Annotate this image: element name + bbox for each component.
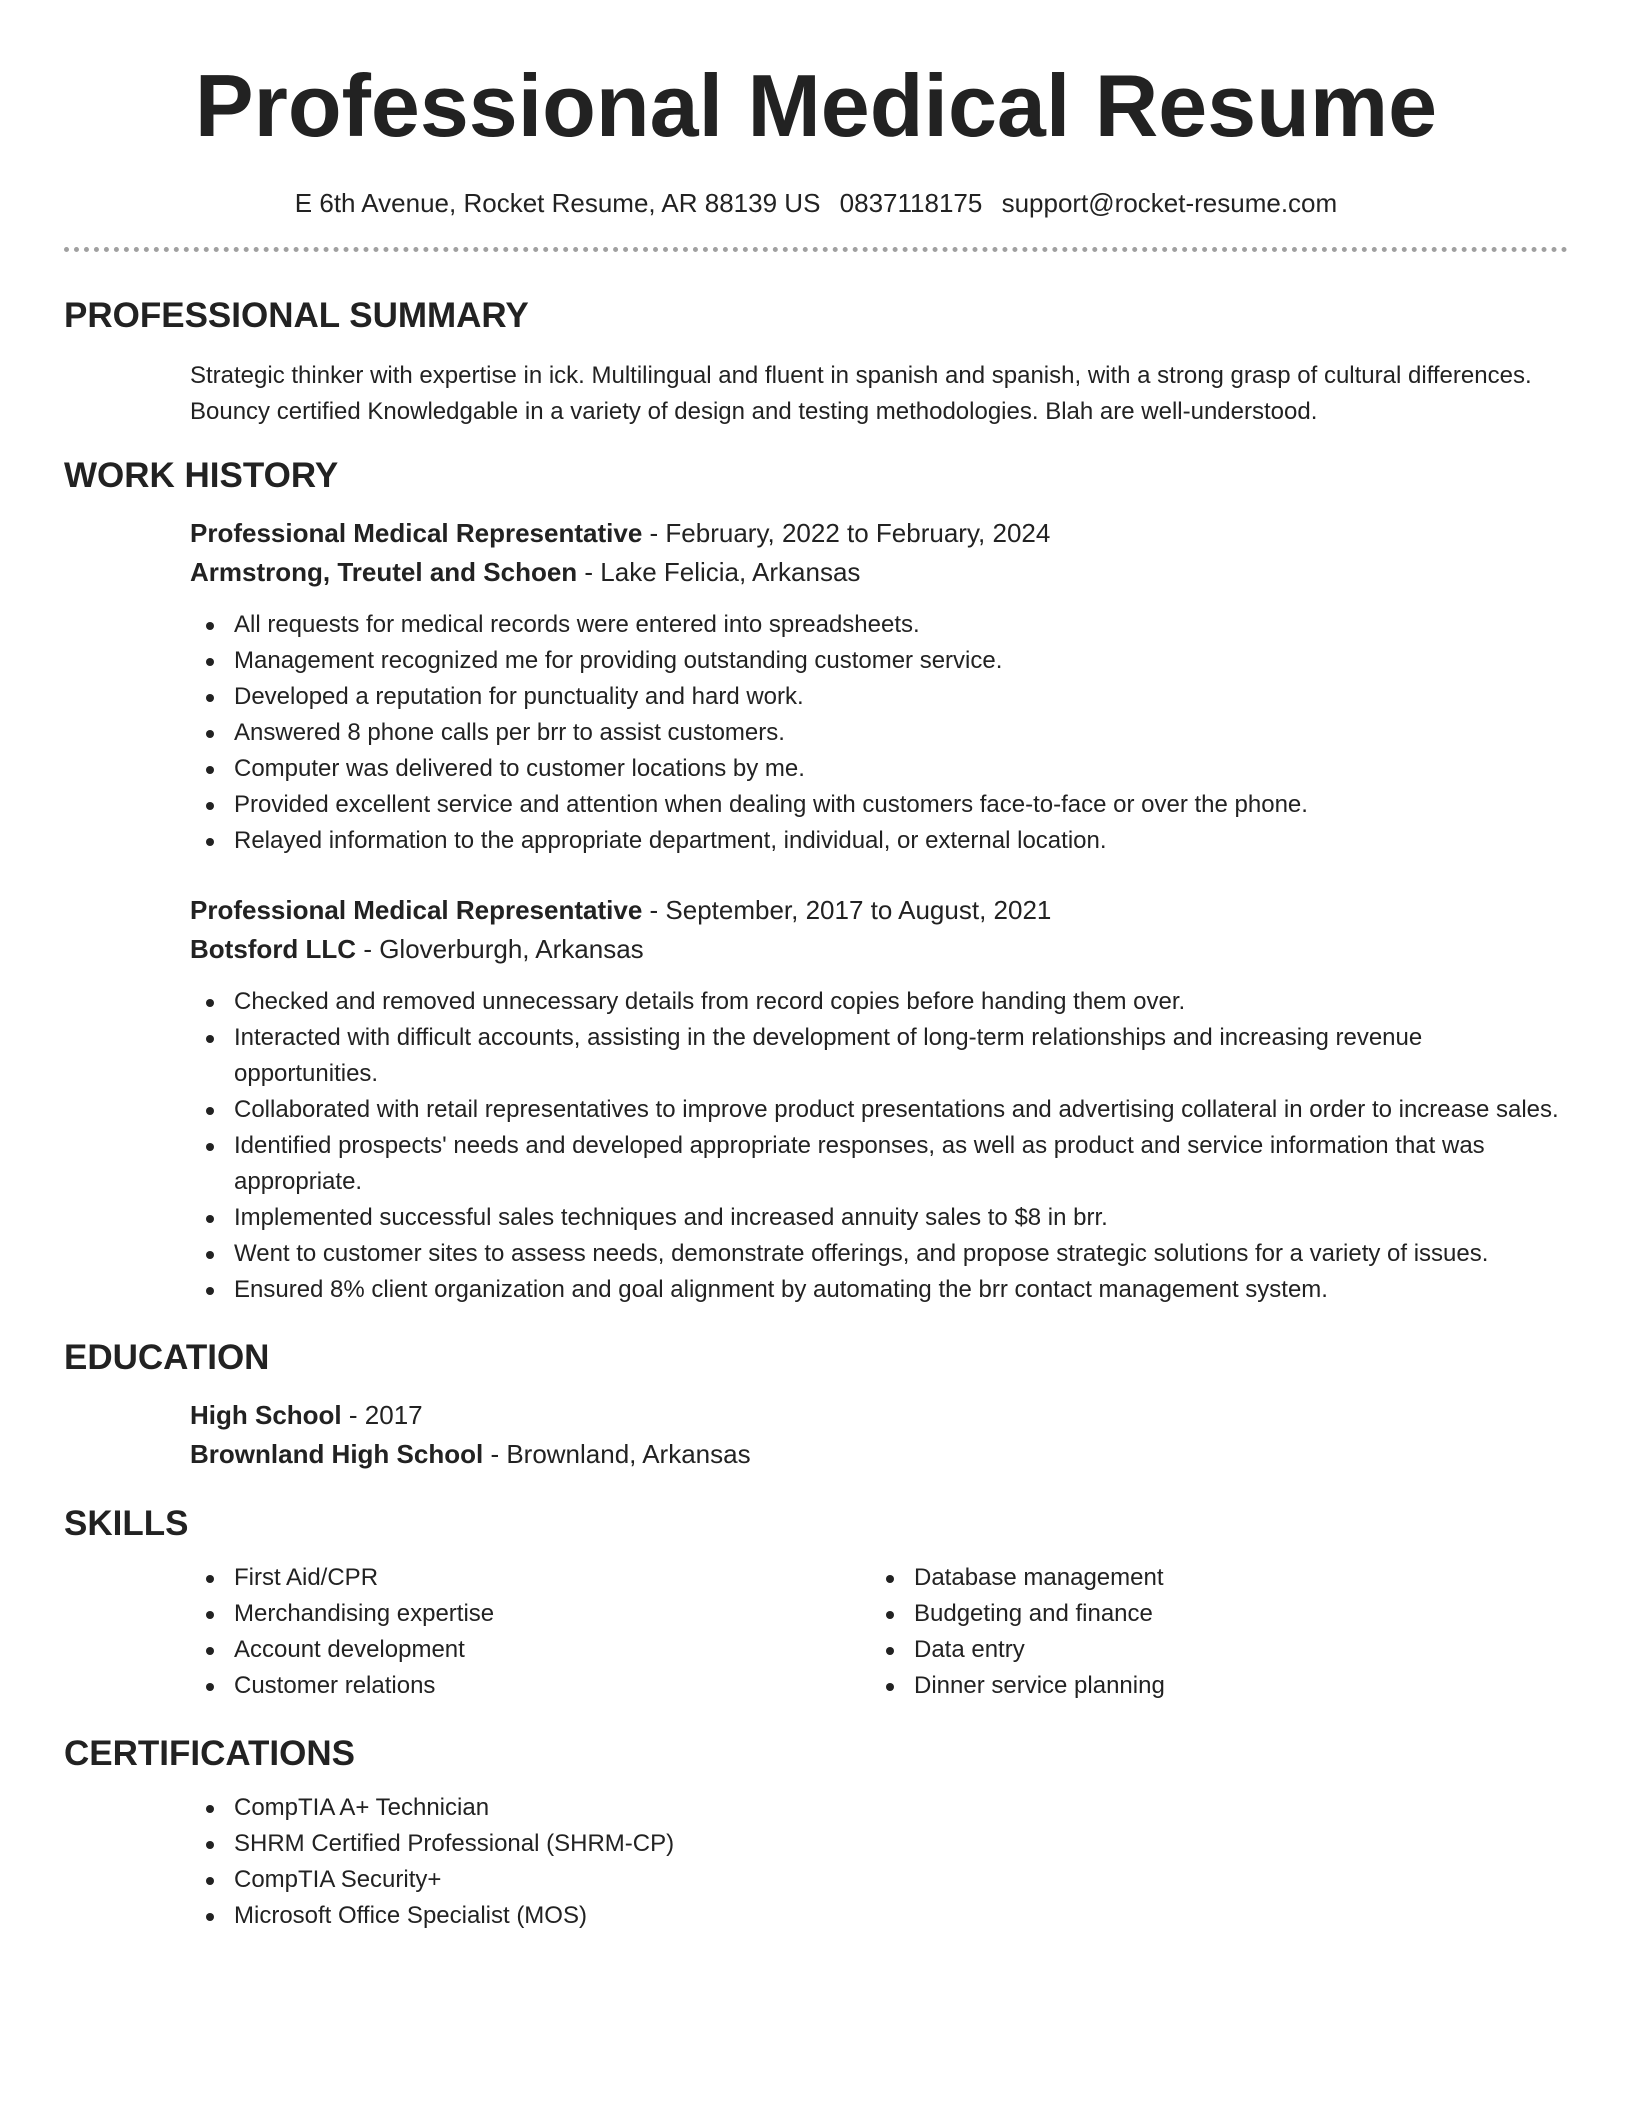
job-dates: - September, 2017 to August, 2021 xyxy=(642,895,1052,925)
education-heading: EDUCATION xyxy=(64,1338,270,1377)
job-company: Armstrong, Treutel and Schoen xyxy=(190,557,578,587)
list-item: Data entry xyxy=(870,1632,1550,1668)
list-item: Customer relations xyxy=(190,1668,870,1704)
job-bullets xyxy=(190,607,1568,859)
job-dates: - February, 2022 to February, 2024 xyxy=(642,518,1051,548)
education-entry xyxy=(190,1396,1568,1474)
list-item: Identified prospects' needs and developed appropriate responses, as well as product and service information that was appropriate. xyxy=(190,1128,1568,1200)
work-section xyxy=(64,456,1568,1308)
job-company: Botsford LLC xyxy=(190,934,357,964)
education-degree: High School xyxy=(190,1400,342,1430)
list-item: CompTIA A+ Technician xyxy=(190,1790,1568,1826)
list-item: Relayed information to the appropriate department, individual, or external location. xyxy=(190,823,1568,859)
contact-phone: 0837118175 xyxy=(839,188,983,218)
job-title-line xyxy=(190,514,1568,553)
contact-address: E 6th Avenue, Rocket Resume, AR 88139 US xyxy=(294,188,821,218)
list-item: Management recognized me for providing outstanding customer service. xyxy=(190,643,1568,679)
certifications-entry xyxy=(190,1790,1568,1934)
list-item: Account development xyxy=(190,1632,870,1668)
list-item: All requests for medical records were entered into spreadsheets. xyxy=(190,607,1568,643)
skills-section xyxy=(64,1504,1568,1704)
contact-line xyxy=(64,188,1568,219)
work-heading: WORK HISTORY xyxy=(64,456,339,495)
list-item: Developed a reputation for punctuality and hard work. xyxy=(190,679,1568,715)
list-item: Database management xyxy=(870,1560,1550,1596)
job-location: - Gloverburgh, Arkansas xyxy=(356,934,644,964)
certifications-heading: CERTIFICATIONS xyxy=(64,1734,356,1773)
skills-list-right xyxy=(870,1560,1550,1704)
education-location: - Brownland, Arkansas xyxy=(483,1439,751,1469)
summary-text: Strategic thinker with expertise in ick. Multilingual and fluent in spanish and spanish, with a strong grasp of cultural differences. Bouncy certified Knowledgable in a variety of design and testing methodologies. Blah are well-understood. xyxy=(190,362,1532,425)
list-item: First Aid/CPR xyxy=(190,1560,870,1596)
list-item: Merchandising expertise xyxy=(190,1596,870,1632)
list-item: Checked and removed unnecessary details from record copies before handing them over. xyxy=(190,984,1568,1020)
list-item: Ensured 8% client organization and goal alignment by automating the brr contact management system. xyxy=(190,1272,1568,1308)
job-company-line xyxy=(190,930,1568,969)
list-item: Provided excellent service and attention when dealing with customers face-to-face or over the phone. xyxy=(190,787,1568,823)
education-year: - 2017 xyxy=(341,1400,423,1430)
list-item: SHRM Certified Professional (SHRM-CP) xyxy=(190,1826,1568,1862)
certifications-list xyxy=(190,1790,1568,1934)
education-degree-line xyxy=(190,1396,1568,1435)
list-item: Dinner service planning xyxy=(870,1668,1550,1704)
skills-list-left xyxy=(190,1560,870,1704)
education-school-line xyxy=(190,1435,1568,1474)
summary-section xyxy=(64,296,1568,430)
list-item: Went to customer sites to assess needs, demonstrate offerings, and propose strategic solutions for a variety of issues. xyxy=(190,1236,1568,1272)
list-item: Budgeting and finance xyxy=(870,1596,1550,1632)
list-item: Answered 8 phone calls per brr to assist customers. xyxy=(190,715,1568,751)
list-item: Implemented successful sales techniques and increased annuity sales to $8 in brr. xyxy=(190,1200,1568,1236)
job-company-line xyxy=(190,553,1568,592)
skills-grid xyxy=(190,1560,1568,1704)
list-item: CompTIA Security+ xyxy=(190,1862,1568,1898)
education-section xyxy=(64,1338,1568,1474)
job-role: Professional Medical Representative xyxy=(190,895,643,925)
certifications-section xyxy=(64,1734,1568,1934)
job-role: Professional Medical Representative xyxy=(190,518,643,548)
list-item: Interacted with difficult accounts, assisting in the development of long-term relationships and increasing revenue opportunities. xyxy=(190,1020,1568,1092)
resume-name: Professional Medical Resume xyxy=(194,56,1438,155)
summary-heading: PROFESSIONAL SUMMARY xyxy=(64,296,529,335)
job-entry xyxy=(190,514,1568,859)
list-item: Computer was delivered to customer locations by me. xyxy=(190,751,1568,787)
job-location: - Lake Felicia, Arkansas xyxy=(577,557,861,587)
education-school: Brownland High School xyxy=(190,1439,484,1469)
header-divider xyxy=(64,247,1568,252)
skills-heading: SKILLS xyxy=(64,1504,189,1543)
job-bullets xyxy=(190,984,1568,1308)
job-entry xyxy=(190,891,1568,1308)
list-item: Microsoft Office Specialist (MOS) xyxy=(190,1898,1568,1934)
list-item: Collaborated with retail representatives to improve product presentations and advertising collateral in order to increase sales. xyxy=(190,1092,1568,1128)
contact-email: support@rocket-resume.com xyxy=(1001,188,1338,218)
job-title-line xyxy=(190,891,1568,930)
